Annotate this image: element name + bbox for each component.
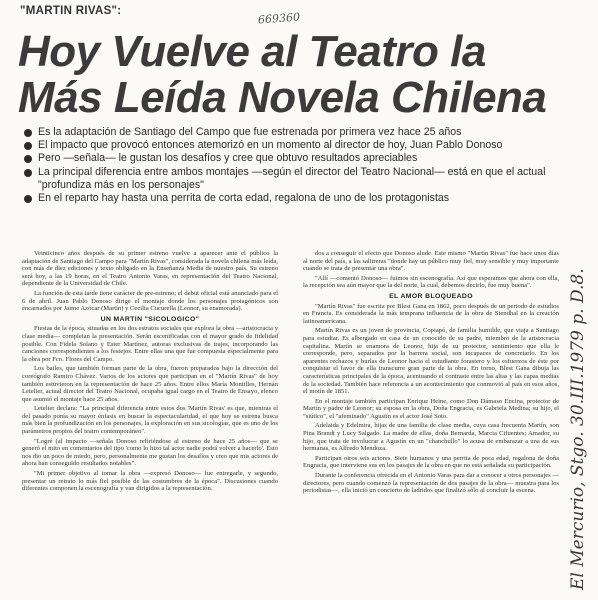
bullet-item: Es la adaptación de Santiago del Campo que fue estrenada por primera vez hace 25 años [22, 126, 582, 139]
bullet-item: El impacto que provocó entonces atemorizó en un momento al director de hoy, Juan Pablo Donoso [22, 139, 582, 152]
article-paragraph: dos a conseguir el efecto que Donoso alude. Este mismo "Martín Rivas" fue hace unos días al norte del país, a las salitreras "donde hay un público muy fiel, muy sensible y muy importante cuando se trata de presentar una obra". [303, 250, 559, 273]
article-paragraph: Adelaida y Edelmira, hijas de una familia de clase media, cuya casa frecuenta Martín, son Pina Brandt y Lucy Salgado. La madre de ellas, doña Bernarda, Marcia Cifuentes; Amador, su hijo, que trata de involucrar a Agustín en un "chanchullo" lo acusa de embarazar a una de sus hermanas, es Alfredo Mendoza. [303, 422, 559, 453]
bullet-dot-icon [24, 129, 32, 137]
headline-line-2: Más Leída Novela Chilena [18, 73, 547, 122]
article-paragraph: "Logré (al impacto —señala Donoso refiriéndose al estreno de hace 25 años— que se generó el mito en comentarios del tipo 'como lo hizo tal actor nadie podrá volver a hacerlo'. Esto nos dio un poco de miedo, pero, personalmente me gustan los desafíos y creo que mis actores de ahora han conseguido resultados notables". [22, 437, 278, 468]
bullet-dot-icon [24, 169, 32, 177]
article-paragraph: Participan otros seis actores. Siete humanos y una perrita de poca edad, regalona de doña Engracia, que interviene sus en los pasajes de la obra en que no está señalada su participación. [303, 454, 559, 470]
article-paragraph: Durante la conferencia ofrecida en el Antonio Varas para dar a conocer a otros personajes —directores, pero cuando comenzó la representación de dos pasajes de la obra— muestra para los periodistas—, ella inició un concierto de ladridos que finalizó sólo al concluir la escena. [303, 472, 559, 495]
article-paragraph: Fiestas de la época, situadas en los dos estratos sociales que explora la obra —aristocracia y clase media— completan la presentación. Serán escenificadas con el mayor grado de fidelidad posible. Con Fidela Solano y Ester Martínez, autoras exclusivas de trajes, incorporando las canciones correspondientes a los festejos. Entre ellas una que fue compuesta especialmente para la obra por Fco. Flores del Campo. [22, 325, 278, 363]
bullet-dot-icon [24, 142, 32, 150]
article-paragraph: La función de esta tarde tiene carácter de pre-estreno; el debut oficial está anunciado para el 6 de abril. Juan Pablo Donoso dirige el montaje donde los personajes protagónicos son encarnados por Jaime Azócar (Martín) y Cecilia Cucurella (Leonor, su enamorada). [22, 289, 278, 313]
bullet-item: En el reparto hay hasta una perrita de corta edad, regalona de uno de los protagonistas [22, 192, 582, 205]
article-column-left [22, 250, 278, 595]
handwritten-source-note: El Mercurio, Stgo. 30.III.1979 p. D.8. [568, 268, 588, 590]
section-subhead: UN MARTIN "SICOLOGICO" [100, 315, 200, 323]
article-paragraph: Martín Rivas es un joven de provincia, Copiapó, de familia humilde, que viaja a Santiago para estudiar. Es albergado en casa de un conocido de su padre, miembro de la aristocracia capitalina. Martín se enamora de Leonor, hija de su protector, sentimiento que ella le corresponde, pero, separados por la barrera social, son incapaces de concretarlo. En los aparentes rechazos y burlas de Leonor hacia el estudiante forastero y los esfuerzos de éste por conquistar el favor de ella transcurre gran parte de la obra. En torno, Blest Gana dibuja las características principales de la época, acentuando el contraste entre las altas y las capas medias de la sociedad. También hace referencia a un acontecimiento que conmovió al país en esos años, el motín de 1851. [303, 327, 559, 396]
article-paragraph: Veinticinco años después de su primer estreno vuelve a aparecer ante el público la adaptación de Santiago del Campo para "Martín Rivas", considerada la novela chilena más leída, con más de diez ediciones y texto obligado en la Enseñanza Media de nuestro país. Su estreno será hoy, a las 19 horas, en el Teatro Antonio Varas, en representación del Teatro Nacional, dependiente de la Universidad de Chile. [22, 250, 278, 288]
article-paragraph: Los bailes, que también forman parte de la obra, fueron preparados bajo la dirección del coreógrafo Ramiro Chávez. Varios de los actores que participan en el "Martín Rivas" de hoy también estuvieron en la representación de hace 25 años. Entre ellos María Montilles, Hernán Letelier, actual director del Teatro Nacional, ocupaba igual cargo en el Teatro de Ensayo, elenco que asumió el montaje hace 25 años. [22, 365, 278, 403]
bullet-dot-icon [24, 155, 32, 163]
bullet-item: Pero —señala— le gustan los desafíos y cree que obtuvo resultados apreciables [22, 152, 582, 165]
section-subhead: EL AMOR BLOQUEADO [389, 292, 473, 300]
headline-line-1: Hoy Vuelve al Teatro la [18, 27, 486, 76]
article-paragraph: "Allí —comentó Donoso— fuimos sin escenografía. Así que esperamos que ahora con ella, la recepción sea aún mayor que la del norte, la cual, debemos decirlo, fue muy buena". [303, 274, 559, 290]
summary-bullets [22, 126, 582, 205]
article-paragraph: Letelier declara: "La principal diferencia entre estos dos 'Martín Rivas' es que, mientras el del pasado ponía su mayor énfasis en buscar la espectacularidad, el que hoy se estrena busca más bien la profundización en los personajes, la exploración en sus sicologías, que es uno de los parámetros propios del teatro contemporáneo". [22, 405, 278, 436]
article-paragraph: "Mi primer objetivo al tomar la obra —expresó Donoso— fue entregarle, y segundo, presentar un retrato lo más fiel posible de las costumbres de la época". Discusiones cuando diferentes componen la escenografía y van dirigidos a la representación. [22, 470, 278, 493]
handwritten-catalog-number: 669360 [257, 10, 301, 27]
kicker-label: "MARTIN RIVAS": [20, 5, 122, 17]
article-column-right [303, 250, 559, 595]
article-paragraph: En el montaje también participan Enrique Heine, como Don Dámaso Encina, protector de Martín y padre de Leonor; su esposa en la obra, Doña Engracia, es Gabriela Medina; su hijo, el "siútico", el "afeminado" Agustín es el actor José Soto. [303, 397, 559, 420]
bullet-dot-icon [24, 195, 32, 203]
bullet-item: La principal diferencia entre ambos montajes —según el director del Teatro Nacional— está en que el actual "profundiza más en los personajes" [22, 166, 582, 192]
article-paragraph: "Martín Rivas" fue escrita por Blest Gana en 1862, poco después de un periodo de estudios en Francia. Es considerada la más temprana influencia de la obra de Stendhal en la creación latinoamericana. [303, 302, 559, 325]
